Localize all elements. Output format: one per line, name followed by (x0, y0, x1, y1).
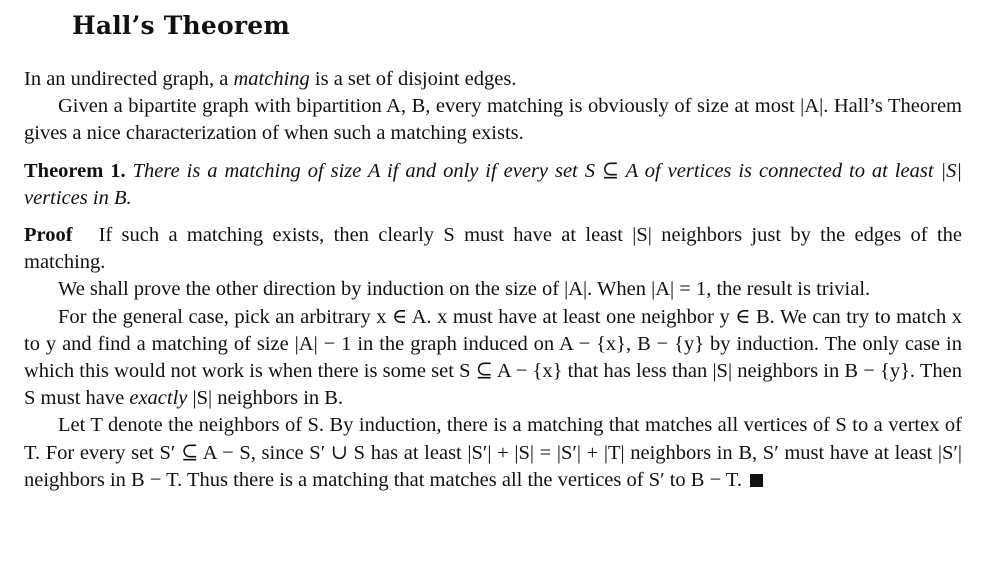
document-page (24, 8, 962, 494)
intro-paragraph-2: Given a bipartite graph with bipartition A, B, every matching is obviously of size at most |A|. Hall’s Theorem gives a nice characterization of when such a matching exists. (24, 95, 962, 145)
proof-text-1: If such a matching exists, then clearly S must have at least |S| neighbors just by the edges of the matching. (24, 224, 962, 274)
proof-text-4: Let T denote the neighbors of S. By induction, there is a matching that matches all vertices of S to a vertex of T. For every set S′ ⊆ A − S, since S′ ∪ S has at least |S′| + |S| = |S′| + |T| neighbors in B, S′ must have at least |S′| neighbors in B − T. Thus there is a matching that matches all the vertices of S′ to B − T. (24, 414, 962, 491)
proof-paragraph-2: We shall prove the other direction by induction on the size of |A|. When |A| = 1, the result is trivial. (58, 278, 871, 301)
intro-text-before: In an undirected graph, a (24, 68, 234, 90)
page-title: Hall’s Theorem (72, 11, 290, 40)
proof-label: Proof (24, 224, 73, 247)
proof-paragraph-3 (24, 304, 962, 413)
proof-paragraph-1 (24, 222, 962, 276)
theorem-label: Theorem 1. (24, 159, 126, 182)
intro-section (24, 66, 962, 148)
theorem-paragraph (24, 158, 962, 212)
theorem-block (24, 158, 962, 212)
intro-paragraph-1 (24, 66, 962, 93)
intro-text-after: is a set of disjoint edges. (309, 68, 517, 90)
proof-text-3-before: For the general case, pick an arbitrary x ∈ A. x must have at least one neighbor y ∈ B. We can try to match x to y and find a matching of size |A| − 1 in the graph induced on A − {x}, B − {y} by induction. The only case in which this would not work is when there is some set S ⊆ A − {x} that has less than |S| neighbors in B − {y}. Then S must have (24, 305, 962, 410)
emphasis-exactly: exactly (129, 387, 188, 410)
qed-square-icon (750, 474, 763, 487)
proof-paragraph-4 (24, 412, 962, 494)
theorem-statement: There is a matching of size A if and only if every set S ⊆ A of vertices is connected to at least |S| vertices in B. (24, 159, 962, 209)
emphasis-matching: matching (233, 68, 310, 90)
proof-text-3-after: |S| neighbors in B. (187, 387, 344, 410)
proof-block (24, 222, 962, 494)
